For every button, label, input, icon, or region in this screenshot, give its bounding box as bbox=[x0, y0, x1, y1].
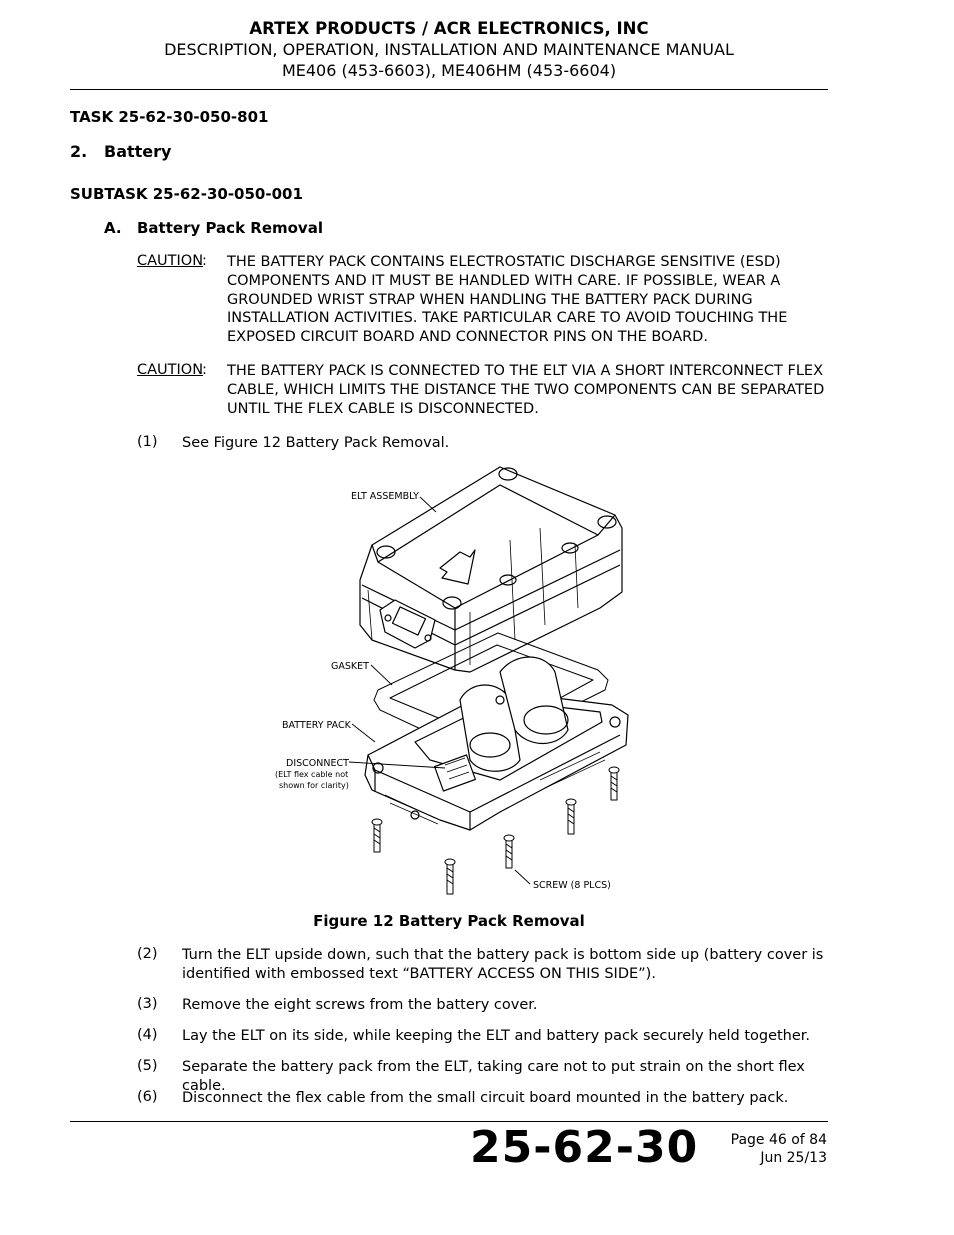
caution-label: CAUTION bbox=[137, 253, 204, 269]
callout-gasket: GASKET bbox=[331, 661, 369, 672]
subsection-title: Battery Pack Removal bbox=[137, 219, 323, 237]
subsection-letter: A. bbox=[104, 219, 122, 237]
callout-screw: SCREW (8 PLCS) bbox=[533, 880, 611, 891]
callout-battery-pack: BATTERY PACK bbox=[282, 720, 351, 731]
battery-pack-removal-figure bbox=[260, 455, 660, 900]
screw-5 bbox=[609, 767, 619, 800]
footer-doc-number: 25-62-30 bbox=[470, 1122, 699, 1173]
step-number: (3) bbox=[137, 996, 158, 1012]
figure-caption: Figure 12 Battery Pack Removal bbox=[313, 912, 585, 930]
battery-pack-leader bbox=[352, 724, 375, 742]
screw-3 bbox=[504, 835, 514, 868]
screw-1 bbox=[372, 819, 382, 852]
section-number: 2. bbox=[70, 142, 88, 161]
elt-assembly-leader bbox=[420, 497, 436, 512]
screw-leader bbox=[515, 870, 530, 884]
step-number: (4) bbox=[137, 1027, 158, 1043]
step-number: (5) bbox=[137, 1058, 158, 1074]
callout-disconnect: DISCONNECT bbox=[286, 758, 349, 769]
callout-elt-assembly: ELT ASSEMBLY bbox=[351, 491, 419, 502]
caution-colon: : bbox=[202, 253, 207, 269]
footer-rule bbox=[70, 1121, 828, 1122]
step-number: (6) bbox=[137, 1089, 158, 1105]
caution-text: THE BATTERY PACK IS CONNECTED TO THE ELT VIA A SHORT INTERCONNECT FLEX CABLE, WHICH LIMITS THE DISTANCE THE TWO COMPONENTS CAN BE SEPARATED UNTIL THE FLEX CABLE IS DISCONNECTED. bbox=[227, 363, 825, 417]
subtask-heading: SUBTASK 25-62-30-050-001 bbox=[70, 185, 303, 203]
step-text: Separate the battery pack from the ELT, taking care not to put strain on the short flex cable. bbox=[182, 1059, 805, 1094]
step-text: Disconnect the flex cable from the small circuit board mounted in the battery pack. bbox=[182, 1090, 789, 1106]
step-number: (1) bbox=[137, 434, 158, 450]
gasket-leader bbox=[371, 665, 392, 685]
callout-disconnect-note: shown for clarity) bbox=[279, 781, 349, 790]
header-rule bbox=[70, 89, 828, 90]
caution-colon: : bbox=[202, 362, 207, 378]
step-number: (2) bbox=[137, 946, 158, 962]
header-company: ARTEX PRODUCTS / ACR ELECTRONICS, INC bbox=[249, 19, 649, 38]
section-title: Battery bbox=[104, 142, 172, 161]
screw-4 bbox=[566, 799, 576, 834]
step-text: Remove the eight screws from the battery cover. bbox=[182, 997, 538, 1013]
caution-text: THE BATTERY PACK CONTAINS ELECTROSTATIC DISCHARGE SENSITIVE (ESD) COMPONENTS AND IT MUST BE HANDLED WITH CARE. IF POSSIBLE, WEAR A GROUNDED WRIST STRAP WHEN HANDLING THE BATTERY PACK DURING INSTALLATION ACTIVITIES. TAKE PARTICULAR CARE TO AVOID TOUCHING THE EXPOSED CIRCUIT BOARD AND CONNECTOR PINS ON THE BOARD. bbox=[227, 254, 788, 346]
footer-page: Page 46 of 84 bbox=[730, 1132, 827, 1148]
header-manual-title: DESCRIPTION, OPERATION, INSTALLATION AND MAINTENANCE MANUAL bbox=[164, 40, 734, 59]
caution-label: CAUTION bbox=[137, 362, 204, 378]
callout-disconnect-note: (ELT flex cable not bbox=[275, 770, 349, 779]
task-heading: TASK 25-62-30-050-801 bbox=[70, 108, 269, 126]
step-text: Turn the ELT upside down, such that the battery pack is bottom side up (battery cover is identified with embossed text “BATTERY ACCESS ON THIS SIDE”). bbox=[182, 947, 824, 982]
footer-date: Jun 25/13 bbox=[760, 1150, 827, 1166]
step-text: See Figure 12 Battery Pack Removal. bbox=[182, 435, 450, 451]
step-text: Lay the ELT on its side, while keeping the ELT and battery pack securely held together. bbox=[182, 1028, 811, 1044]
header-models: ME406 (453-6603), ME406HM (453-6604) bbox=[281, 61, 617, 80]
screw-2 bbox=[445, 859, 455, 894]
